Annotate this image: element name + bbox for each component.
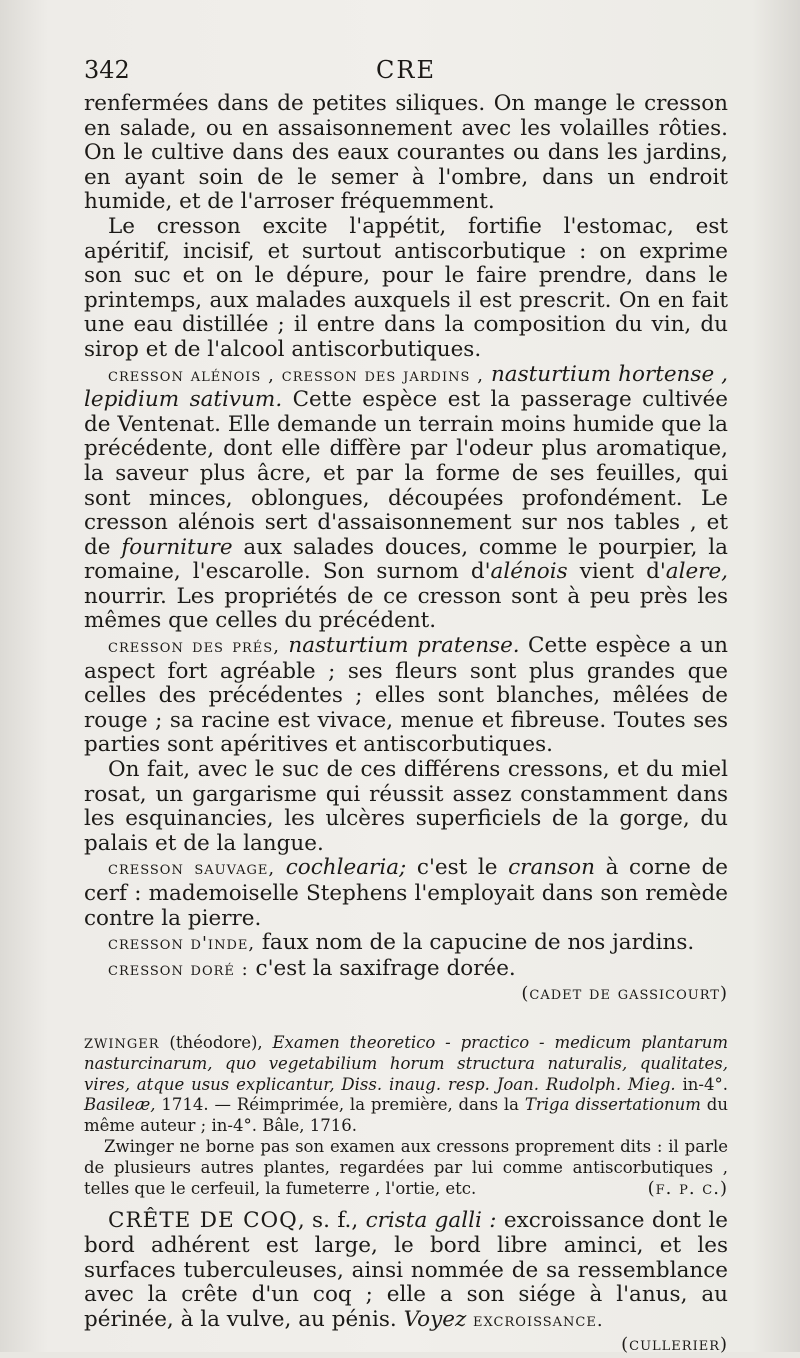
entry-text: aux salades douces, comme le pourpier, la romaine, l'escarolle. Son surnom d' [84,534,729,585]
running-head: CRE [376,56,436,84]
italic-term: alénois [490,559,568,585]
latin-name: nasturtium pratense. [288,633,520,659]
bibliography-notes [84,1033,728,1199]
note-text: 1714. — Réimprimée, la première, dans la [155,1095,525,1115]
note-text: Zwinger ne borne pas son examen aux cressons proprement dits : il parle de plusieurs autres plantes, regardées par lui comme antiscorbutiques , telles que le cerfeuil, la fumeterre , l'ortie, etc. [84,1136,728,1198]
entry-cresson-alenois [84,363,728,635]
entry-cresson-dore [84,955,728,1005]
latin-name: cochlearia; [285,855,407,881]
page-header [84,56,728,92]
author-signature: (cadet de gassicourt) [521,983,728,1005]
note-title: Triga dissertationum [524,1095,701,1115]
entry-text: c'est la saxifrage dorée. [248,955,516,981]
italic-term: alere, [665,559,729,585]
author-signature: (f. p. c.) [647,1177,728,1199]
bibliography-entry [84,1033,728,1137]
note-author: zwinger [84,1031,160,1053]
cross-reference: excroissance. [466,1309,604,1331]
entry-text: à corne de cerf : mademoiselle Stephens l'employait dans son remède contre la pierre. [84,855,728,931]
entry-text: nourrir. Les propriétés de ce cresson sont à peu près les mêmes que celles du précédent. [84,583,728,634]
headword: CRÊTE DE COQ [108,1208,298,1234]
latin-name: nasturtium hortense , lepidium sativum. [84,361,728,413]
entry-text: excroissance dont le bord adhérent est large, le bord libre aminci, et les surfaces tuberculeuses, ainsi nommée de sa ressemblance avec la crête d'un coq ; elle a son siége à l'anus, au périnée, à la vulve, au pénis. [84,1208,729,1332]
entry-paragraph [84,1208,729,1356]
entry-term: cresson des prés, [108,636,280,658]
paragraph-2: Le cresson excite l'appétit, fortifie l'estomac, est apéritif, incisif, et surtout antiscorbutique : on exprime son suc et on le dépure, pour le faire prendre, dans le printemps, aux malades auxquels il est prescrit. On en fait une eau distillée ; il entre dans la composition du vin, du sirop et de l'alcool antiscorbutiques. [84,213,728,362]
entry-term: cresson doré : [108,958,249,980]
note-title: Examen theoretico - practico - medicum plantarum nasturcinarum, quo vegetabilium horum structura naturalis, qualitates, vires, atque usus explicantur, Diss. inaug. resp. Joan. Rudolph. Mieg. [84,1032,728,1094]
see-also: Voyez [403,1306,467,1332]
note-place: Basileæ, [84,1095,156,1115]
entry-term: cresson alénois , cresson des jardins , [108,364,484,386]
italic-term: fourniture [121,534,233,560]
page-body [84,92,728,1358]
note-comment [84,1137,728,1199]
entry-text: , s. f., [297,1208,366,1234]
italic-term: cranson [508,855,595,881]
page-number: 342 [84,56,130,84]
entry-crete-de-coq [84,1209,728,1358]
entry-text: Cette espèce est la passerage cultivée de Ventenat. Elle demande un terrain moins humide que la précédente, dont elle diffère par l'odeur plus aromatique, la saveur plus âcre, et par la forme de ses feuilles, qui sont minces, oblongues, découpées profondément. Le cresson alénois sert d'assaisonnement sur nos tables , et de [84,387,728,560]
entry-text: faux nom de la capucine de nos jardins. [255,930,695,956]
latin-name: crista galli : [365,1208,497,1234]
entry-term: cresson d'inde, [108,933,256,955]
entry-term: cresson sauvage, [108,858,276,880]
entry-text: c'est le [406,855,509,881]
main-text [84,92,728,1007]
entry-text: vient d' [567,559,666,585]
entry-cresson-des-pres [84,634,728,758]
note-text: (théodore), [159,1032,273,1052]
note-text: in-4°. [675,1074,729,1094]
paragraph-1: renfermées dans de petites siliques. On mange le cresson en salade, ou en assaisonnement avec les volailles rôties. On le cultive dans des eaux courantes ou dans les jardins, en ayant soin de le semer à l'ombre, dans un endroit humide, et de l'arroser fréquemment. [84,91,728,215]
entry-text: Cette espèce a un aspect fort agréable ; ses fleurs sont plus grandes que celles des précédentes ; elles sont blanches, mêlées de rouge ; sa racine est vivace, menue et fibreuse. Toutes ses parties sont apéritives et antiscorbutiques. [84,633,728,758]
entry-cresson-sauvage [84,856,728,931]
author-signature: (cullerier) [621,1334,728,1356]
note-text: du même auteur ; in-4°. Bâle, 1716. [84,1095,728,1136]
paragraph-gargarisme: On fait, avec le suc de ces différens cressons, et du miel rosat, un gargarisme qui réussit assez constamment dans les esquinancies, les ulcères superficiels de la gorge, du palais et de la langue. [84,757,728,856]
entry-cresson-d-inde [84,931,728,957]
